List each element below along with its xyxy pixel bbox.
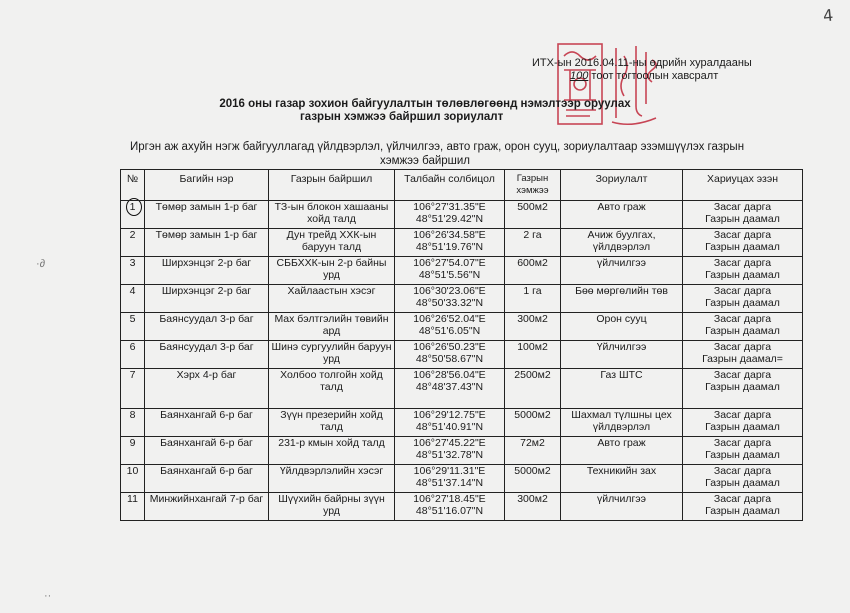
responsible-primary: Засаг дарга (713, 341, 772, 353)
cell-bag: Баянхангай 6-р баг (145, 409, 269, 437)
cell-no: 8 (121, 409, 145, 437)
scan-mark: ·· (44, 590, 52, 602)
coordinate-longitude: 106°27'54.07"E (413, 257, 486, 269)
coordinate-latitude: 48°50'58.67"N (415, 353, 484, 365)
coordinate-longitude: 106°29'12.75"E (413, 409, 486, 421)
cell-coordinates (395, 257, 505, 285)
column-header-coordinates: Талбайн солбицол (395, 170, 505, 201)
cell-purpose: Шахмал түлшны цех үйлдвэрлэл (561, 409, 683, 437)
cell-bag: Баянхангай 6-р баг (145, 465, 269, 493)
cell-coordinates (395, 229, 505, 257)
cell-responsible (683, 229, 803, 257)
page-number: 4 (822, 5, 835, 26)
coordinate-latitude: 48°51'5.56"N (418, 269, 481, 281)
cell-bag: Баянсуудал 3-р баг (145, 341, 269, 369)
responsible-secondary: Газрын даамал (705, 241, 780, 253)
cell-no: 1 (121, 201, 145, 229)
responsible-primary: Засаг дарга (713, 493, 772, 505)
cell-location: Холбоо толгойн хойд талд (269, 369, 395, 409)
cell-coordinates (395, 493, 505, 521)
cell-responsible (683, 493, 803, 521)
coordinate-latitude: 48°50'33.32"N (415, 297, 484, 309)
cell-no: 2 (121, 229, 145, 257)
column-header-no: № (121, 170, 145, 201)
responsible-secondary: Газрын даамал (705, 505, 780, 517)
coordinate-latitude: 48°51'40.91"N (415, 421, 484, 433)
cell-purpose: үйлчилгээ (561, 493, 683, 521)
cell-coordinates (395, 369, 505, 409)
resolution-number: 100 (570, 70, 589, 82)
cell-coordinates (395, 285, 505, 313)
cell-responsible (683, 257, 803, 285)
subtitle-line-1: Иргэн аж ахуйн нэгж байгууллагад үйлдвэрлэл, үйлчилгээ, авто граж, орон сууц, зориулалтаар эзэмшүүлэх газрын (130, 141, 745, 153)
coordinate-longitude: 106°26'50.23"E (413, 341, 486, 353)
table-row (121, 465, 803, 493)
coordinate-latitude: 48°51'32.78"N (415, 449, 484, 461)
official-seal-icon (552, 36, 670, 136)
cell-purpose: Бөө мөргөлийн төв (561, 285, 683, 313)
responsible-secondary: Газрын даамал (705, 213, 780, 225)
table-header-row (121, 170, 803, 201)
cell-location: Үйлдвэрлэлийн хэсэг (269, 465, 395, 493)
table-row (121, 493, 803, 521)
coordinate-latitude: 48°51'16.07"N (415, 505, 484, 517)
cell-responsible (683, 369, 803, 409)
cell-size: 300м2 (505, 493, 561, 521)
table-row (121, 409, 803, 437)
column-header-bag: Багийн нэр (145, 170, 269, 201)
table-row (121, 229, 803, 257)
cell-purpose: Ачиж буулгах, үйлдвэрлэл (561, 229, 683, 257)
cell-size: 300м2 (505, 313, 561, 341)
column-header-responsible: Хариуцах эзэн (683, 170, 803, 201)
cell-purpose: үйлчилгээ (561, 257, 683, 285)
cell-size: 100м2 (505, 341, 561, 369)
table-row (121, 437, 803, 465)
cell-location: 231-р кмын хойд талд (269, 437, 395, 465)
document-title: 2016 оны газар зохион байгуулалтын төлөвлөгөөнд нэмэлтээр оруулах (219, 98, 631, 110)
cell-bag: Төмөр замын 1-р баг (145, 201, 269, 229)
coordinate-latitude: 48°48'37.43"N (415, 381, 484, 393)
responsible-primary: Засаг дарга (713, 285, 772, 297)
cell-purpose: Авто граж (561, 437, 683, 465)
responsible-primary: Засаг дарга (713, 465, 772, 477)
cell-bag: Баянсуудал 3-р баг (145, 313, 269, 341)
cell-responsible (683, 201, 803, 229)
coordinate-longitude: 106°27'45.22"E (413, 437, 486, 449)
cell-coordinates (395, 465, 505, 493)
responsible-primary: Засаг дарга (713, 437, 772, 449)
reference-line-1: ИТХ-ын 2016.04.11-ны өдрийн хуралдааны (532, 57, 752, 69)
responsible-primary: Засаг дарга (713, 313, 772, 325)
responsible-primary: Засаг дарга (713, 409, 772, 421)
cell-location: Шинэ сургуулийн баруун урд (269, 341, 395, 369)
document-title-line-2: газрын хэмжээ байршил зориулалт (300, 111, 504, 123)
coordinate-latitude: 48°51'6.05"N (418, 325, 481, 337)
cell-size: 500м2 (505, 201, 561, 229)
cell-size: 2 га (505, 229, 561, 257)
cell-size: 72м2 (505, 437, 561, 465)
cell-coordinates (395, 437, 505, 465)
cell-purpose: Техникийн зах (561, 465, 683, 493)
cell-responsible (683, 409, 803, 437)
responsible-primary: Засаг дарга (713, 229, 772, 241)
subtitle-line-2: хэмжээ байршил (379, 155, 471, 167)
table-row (121, 369, 803, 409)
coordinate-longitude: 106°26'52.04"E (413, 313, 486, 325)
cell-bag: Ширхэнцэг 2-р баг (145, 285, 269, 313)
coordinate-longitude: 106°27'18.45"E (413, 493, 486, 505)
cell-no: 10 (121, 465, 145, 493)
responsible-secondary: Газрын даамал (705, 269, 780, 281)
cell-responsible (683, 341, 803, 369)
cell-location: Шүүхийн байрны зүүн урд (269, 493, 395, 521)
cell-purpose: Үйлчилгээ (561, 341, 683, 369)
cell-responsible (683, 285, 803, 313)
cell-no: 3 (121, 257, 145, 285)
cell-bag: Минжийнхангай 7-р баг (145, 493, 269, 521)
cell-bag: Ширхэнцэг 2-р баг (145, 257, 269, 285)
column-header-size: Газрын хэмжээ (505, 170, 561, 201)
responsible-secondary: Газрын даамал (705, 449, 780, 461)
cell-no: 9 (121, 437, 145, 465)
cell-location: Дун трейд ХХК-ын баруун талд (269, 229, 395, 257)
cell-responsible (683, 313, 803, 341)
table-row (121, 341, 803, 369)
responsible-primary: Засаг дарга (713, 369, 772, 381)
cell-purpose: Авто граж (561, 201, 683, 229)
table-row (121, 285, 803, 313)
table-row (121, 257, 803, 285)
cell-size: 5000м2 (505, 465, 561, 493)
coordinate-latitude: 48°51'37.14"N (415, 477, 484, 489)
column-header-location: Газрын байршил (269, 170, 395, 201)
coordinate-longitude: 106°27'31.35"E (413, 201, 486, 213)
cell-responsible (683, 465, 803, 493)
responsible-secondary: Газрын даамал (705, 477, 780, 489)
cell-coordinates (395, 313, 505, 341)
cell-purpose: Орон сууц (561, 313, 683, 341)
cell-size: 5000м2 (505, 409, 561, 437)
cell-no: 11 (121, 493, 145, 521)
coordinate-longitude: 106°26'34.58"E (413, 229, 486, 241)
responsible-secondary: Газрын даамал (705, 297, 780, 309)
reference-line-2-text: тоот тогтоолын хавсралт (588, 70, 719, 82)
coordinate-latitude: 48°51'19.76"N (415, 241, 484, 253)
coordinate-longitude: 106°30'23.06"E (413, 285, 486, 297)
cell-size: 1 га (505, 285, 561, 313)
responsible-secondary: Газрын даамал (705, 421, 780, 433)
cell-location: ТЗ-ын блокон хашааны хойд талд (269, 201, 395, 229)
responsible-primary: Засаг дарга (713, 257, 772, 269)
cell-location: СББХХК-ын 2-р байны урд (269, 257, 395, 285)
responsible-secondary: Газрын даамал (705, 381, 780, 393)
cell-no: 7 (121, 369, 145, 409)
cell-no: 6 (121, 341, 145, 369)
responsible-secondary: Газрын даамал (705, 325, 780, 337)
scan-mark: ·∂ (36, 258, 46, 270)
responsible-secondary: Газрын даамал= (702, 353, 783, 365)
coordinate-longitude: 106°28'56.04"E (413, 369, 486, 381)
cell-no: 4 (121, 285, 145, 313)
cell-location: Зүүн презерийн хойд талд (269, 409, 395, 437)
cell-purpose: Газ ШТС (561, 369, 683, 409)
table-row (121, 313, 803, 341)
cell-bag: Хэрх 4-р баг (145, 369, 269, 409)
column-header-purpose: Зориулалт (561, 170, 683, 201)
cell-size: 2500м2 (505, 369, 561, 409)
table-row (121, 201, 803, 229)
coordinate-longitude: 106°29'11.31"E (413, 465, 486, 477)
cell-size: 600м2 (505, 257, 561, 285)
cell-location: Хайлаастын хэсэг (269, 285, 395, 313)
cell-no: 5 (121, 313, 145, 341)
cell-location: Мах бэлтгэлийн төвийн ард (269, 313, 395, 341)
responsible-primary: Засаг дарга (713, 201, 772, 213)
cell-bag: Баянхангай 6-р баг (145, 437, 269, 465)
reference-line-2 (570, 70, 718, 82)
land-allocation-table (120, 169, 803, 521)
cell-responsible (683, 437, 803, 465)
cell-bag: Төмөр замын 1-р баг (145, 229, 269, 257)
cell-coordinates (395, 201, 505, 229)
cell-coordinates (395, 409, 505, 437)
coordinate-latitude: 48°51'29.42"N (415, 213, 484, 225)
cell-coordinates (395, 341, 505, 369)
